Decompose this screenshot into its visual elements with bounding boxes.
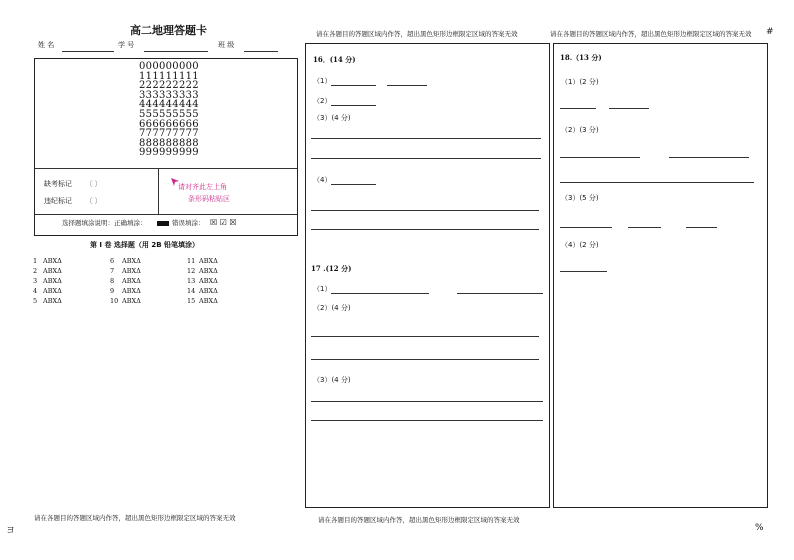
answer-line[interactable] <box>331 105 376 106</box>
answer-line[interactable] <box>457 293 543 294</box>
answer-line[interactable] <box>311 420 543 421</box>
q18-title: 18.（13 分) <box>560 53 602 62</box>
answer-line[interactable] <box>387 85 427 86</box>
answer-line[interactable] <box>311 359 539 360</box>
answer-line[interactable] <box>311 401 543 402</box>
answer-box-middle <box>305 43 550 508</box>
choice-item[interactable]: 14 ABXΔ <box>187 287 218 295</box>
id-label: 学 号 <box>118 41 135 49</box>
divider <box>35 168 297 169</box>
class-label: 班 级 <box>218 41 235 49</box>
answer-line[interactable] <box>686 227 717 228</box>
wrong-fill-examples: ☒ ☑ ☒ <box>210 218 237 227</box>
barcode-label-2: 条形码粘贴区 <box>188 195 230 203</box>
answer-line[interactable] <box>311 210 539 211</box>
answer-line[interactable] <box>560 182 754 183</box>
choice-item[interactable]: 15 ABXΔ <box>187 297 218 305</box>
q17-part2: （2）(4 分) <box>313 304 351 312</box>
divider <box>35 214 297 215</box>
digit-row[interactable]: 888888888 <box>139 137 199 149</box>
choice-item[interactable]: 5 ABXΔ <box>33 297 62 305</box>
choice-item[interactable]: 12 ABXΔ <box>187 267 218 275</box>
right-top-note: 请在各题目的答题区域内作答，超出黑色矩形边框限定区域的答案无效 <box>550 30 752 38</box>
q18-part3: （3）(5 分) <box>561 194 599 202</box>
choice-item[interactable]: 3 ABXΔ <box>33 277 62 285</box>
choice-item[interactable]: 4 ABXΔ <box>33 287 62 295</box>
answer-line[interactable] <box>311 138 541 139</box>
answer-line[interactable] <box>560 227 612 228</box>
answer-line[interactable] <box>560 271 607 272</box>
q16-part4: （4） <box>313 176 332 184</box>
q16-part1: （1） <box>313 77 332 85</box>
name-field[interactable] <box>62 51 114 52</box>
correct-fill-example <box>157 221 169 226</box>
id-field[interactable] <box>144 51 208 52</box>
middle-top-note: 请在各题目的答题区域内作答，超出黑色矩形边框限定区域的答案无效 <box>316 30 518 38</box>
divider <box>158 168 159 214</box>
q16-part2: （2） <box>313 97 332 105</box>
choice-item[interactable]: 13 ABXΔ <box>187 277 218 285</box>
choice-item[interactable]: 7 ABXΔ <box>110 267 141 275</box>
student-number-grid[interactable] <box>139 62 199 158</box>
q18-part2: （2）(3 分) <box>561 126 599 134</box>
digit-row[interactable]: 333333333 <box>139 89 199 101</box>
answer-line[interactable] <box>331 293 429 294</box>
section-title: 第 I 卷 选择题（用 2B 铅笔填涂） <box>90 241 199 249</box>
answer-line[interactable] <box>331 85 376 86</box>
class-field[interactable] <box>244 51 278 52</box>
choice-column <box>33 256 62 306</box>
digit-row[interactable]: 000000000 <box>139 61 199 72</box>
choice-column <box>187 256 218 306</box>
digit-row[interactable]: 111111111 <box>139 70 199 82</box>
answer-box-right <box>553 43 768 508</box>
violation-mark-box[interactable]: 〔 〕 <box>86 197 102 205</box>
digit-row[interactable]: 444444444 <box>139 99 199 111</box>
digit-row[interactable]: 777777777 <box>139 128 199 140</box>
absent-label: 缺考标记 <box>44 180 72 188</box>
corner-mark: ヨ <box>6 526 16 536</box>
q18-part4: （4）(2 分) <box>561 241 599 249</box>
sheet-title: 高二地理答题卡 <box>130 24 207 37</box>
middle-bottom-note: 请在各题目的答题区域内作答，超出黑色矩形边框限定区域的答案无效 <box>318 516 520 524</box>
answer-line[interactable] <box>609 108 649 109</box>
choice-item[interactable]: 6 ABXΔ <box>110 257 141 265</box>
q17-part1: （1） <box>313 285 332 293</box>
choice-column <box>110 256 141 306</box>
answer-line[interactable] <box>311 229 539 230</box>
choice-item[interactable]: 8 ABXΔ <box>110 277 141 285</box>
q18-part1: （1）(2 分) <box>561 78 599 86</box>
corner-mark: # <box>766 27 774 37</box>
absent-mark-box[interactable]: 〔 〕 <box>86 180 102 188</box>
digit-row[interactable]: 666666666 <box>139 118 199 130</box>
choice-item[interactable]: 1 ABXΔ <box>33 257 62 265</box>
answer-line[interactable] <box>331 184 376 185</box>
answer-line[interactable] <box>669 157 749 158</box>
violation-label: 违纪标记 <box>44 197 72 205</box>
choice-item[interactable]: 9 ABXΔ <box>110 287 141 295</box>
q16-part3: （3）(4 分) <box>313 114 351 122</box>
corner-mark: % <box>755 523 764 533</box>
digit-row[interactable]: 555555555 <box>139 108 199 120</box>
answer-line[interactable] <box>311 336 539 337</box>
choice-item[interactable]: 2 ABXΔ <box>33 267 62 275</box>
footer-note: 请在各题目的答题区域内作答，超出黑色矩形边框限定区域的答案无效 <box>34 514 236 522</box>
digit-row[interactable]: 222222222 <box>139 80 199 92</box>
q17-part3: （3）(4 分) <box>313 376 351 384</box>
name-label: 姓 名 <box>38 41 55 49</box>
answer-line[interactable] <box>560 157 640 158</box>
fill-instruction: 选择题填涂说明：正确填涂： <box>62 219 147 227</box>
q16-title: 16．(14 分) <box>313 55 356 64</box>
answer-line[interactable] <box>628 227 661 228</box>
answer-line[interactable] <box>560 108 596 109</box>
digit-row[interactable]: 999999999 <box>139 147 199 159</box>
choice-item[interactable]: 11 ABXΔ <box>187 257 218 265</box>
wrong-fill-label: 错误填涂： <box>172 219 205 227</box>
answer-line[interactable] <box>311 158 541 159</box>
q17-title: 17 .(12 分) <box>311 264 352 273</box>
barcode-label-1: 请对齐此左上角 <box>178 183 227 191</box>
choice-item[interactable]: 10 ABXΔ <box>110 297 141 305</box>
